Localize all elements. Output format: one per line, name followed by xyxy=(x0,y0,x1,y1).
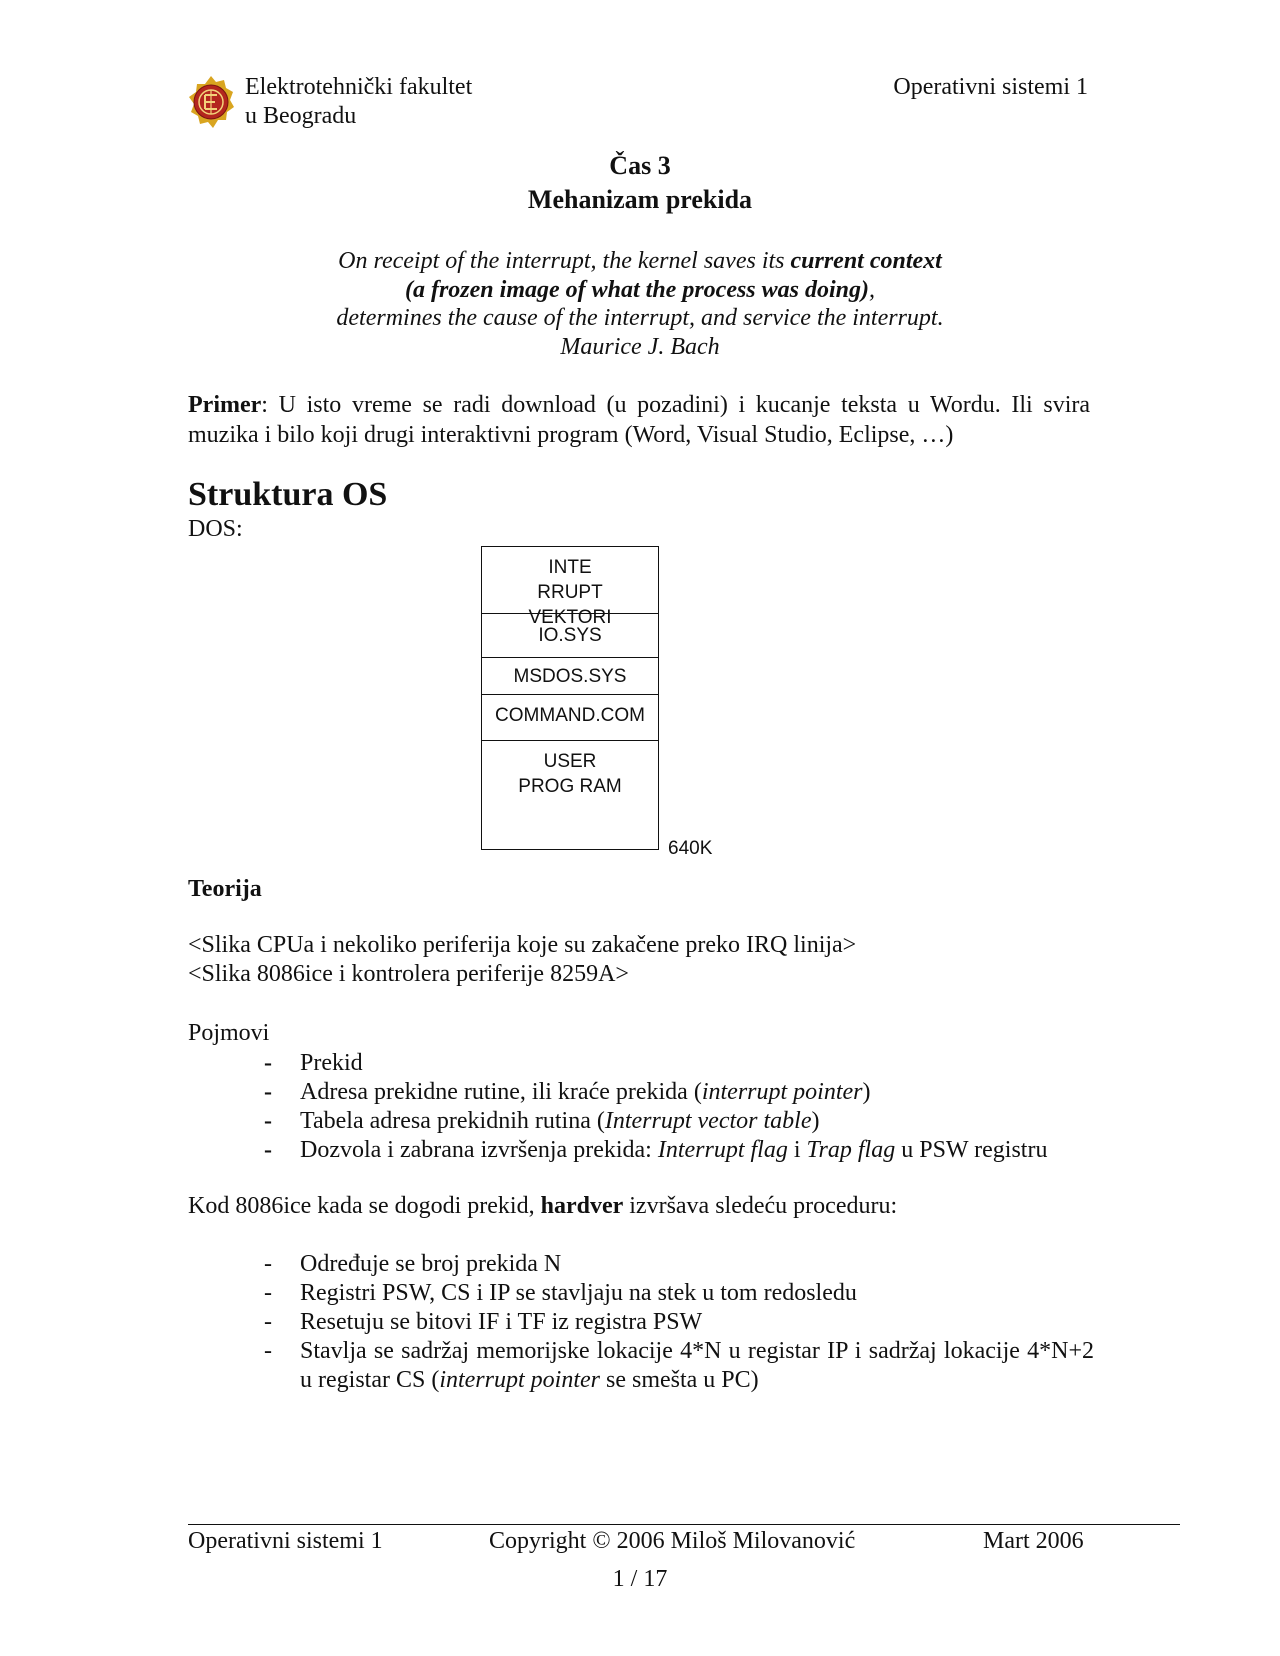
list-item: - Određuje se broj prekida N xyxy=(264,1251,562,1277)
quote-author: Maurice J. Bach xyxy=(560,334,720,360)
page-number: 1 / 17 xyxy=(612,1566,668,1592)
faculty-city: u Beogradu xyxy=(245,103,357,129)
memory-block-interrupt-vectors: INTE RRUPT VEKTORI xyxy=(482,547,658,614)
list-item: - Adresa prekidne rutine, ili kraće prekida (interrupt pointer) xyxy=(264,1079,871,1105)
quote-line-3: determines the cause of the interrupt, and service the interrupt. xyxy=(336,305,944,331)
footer-copyright: Copyright © 2006 Miloš Milovanović xyxy=(489,1528,856,1554)
list-item: - Resetuju se bitovi IF i TF iz registra PSW xyxy=(264,1309,703,1335)
list-item: - Registri PSW, CS i IP se stavljaju na stek u tom redosledu xyxy=(264,1280,857,1306)
quote-line-1: On receipt of the interrupt, the kernel saves its current context xyxy=(338,248,942,274)
course-name: Operativni sistemi 1 xyxy=(893,74,1088,100)
faculty-name: Elektrotehnički fakultet xyxy=(245,74,473,100)
dos-label: DOS: xyxy=(188,516,243,542)
figure-placeholder-2: <Slika 8086ice i kontrolera periferije 8259A> xyxy=(188,961,629,987)
footer-date: Mart 2006 xyxy=(983,1528,1084,1554)
section-heading-teorija: Teorija xyxy=(188,876,262,902)
pojmovi-list xyxy=(264,1049,1094,1165)
memory-block-io-sys: IO.SYS xyxy=(482,614,658,658)
footer-course: Operativni sistemi 1 xyxy=(188,1528,383,1554)
procedure-intro: Kod 8086ice kada se dogodi prekid, hardver izvršava sledeću proceduru: xyxy=(188,1193,898,1219)
list-item: - Stavlja se sadržaj memorijske lokacije 4*N u registar IP i sadržaj lokacije 4*N+2 u registar CS (interrupt pointer se smešta u PC) xyxy=(264,1338,1094,1393)
section-heading-struktura: Struktura OS xyxy=(188,476,388,513)
primer-paragraph: Primer: U isto vreme se radi download (u pozadini) i kucanje teksta u Wordu. Ili svira muzika i bilo koji drugi interaktivni program (Word, Visual Studio, Eclipse, …) xyxy=(188,392,1090,448)
memory-block-msdos-sys: MSDOS.SYS xyxy=(482,658,658,695)
list-item: - Dozvola i zabrana izvršenja prekida: Interrupt flag i Trap flag u PSW registru xyxy=(264,1137,1048,1163)
quote-line-2: (a frozen image of what the process was doing), xyxy=(404,277,875,303)
dos-memory-map xyxy=(481,546,659,850)
list-item: - Prekid xyxy=(264,1050,363,1076)
pojmovi-label: Pojmovi xyxy=(188,1020,270,1046)
memory-block-user-program: USER PROG RAM xyxy=(518,751,622,797)
list-item: - Tabela adresa prekidnih rutina (Interrupt vector table) xyxy=(264,1108,820,1134)
lesson-title: Mehanizam prekida xyxy=(527,185,753,214)
memory-block-command-com: COMMAND.COM xyxy=(482,695,658,741)
figure-placeholder-1: <Slika CPUa i nekoliko periferija koje su zakačene preko IRQ linija> xyxy=(188,932,857,958)
procedure-steps-list xyxy=(264,1250,1094,1395)
primer-label: Primer xyxy=(188,392,262,418)
lesson-number: Čas 3 xyxy=(609,151,671,180)
memory-size-label: 640K xyxy=(668,838,713,859)
university-crest-icon xyxy=(186,74,236,132)
footer-divider xyxy=(188,1524,1180,1525)
